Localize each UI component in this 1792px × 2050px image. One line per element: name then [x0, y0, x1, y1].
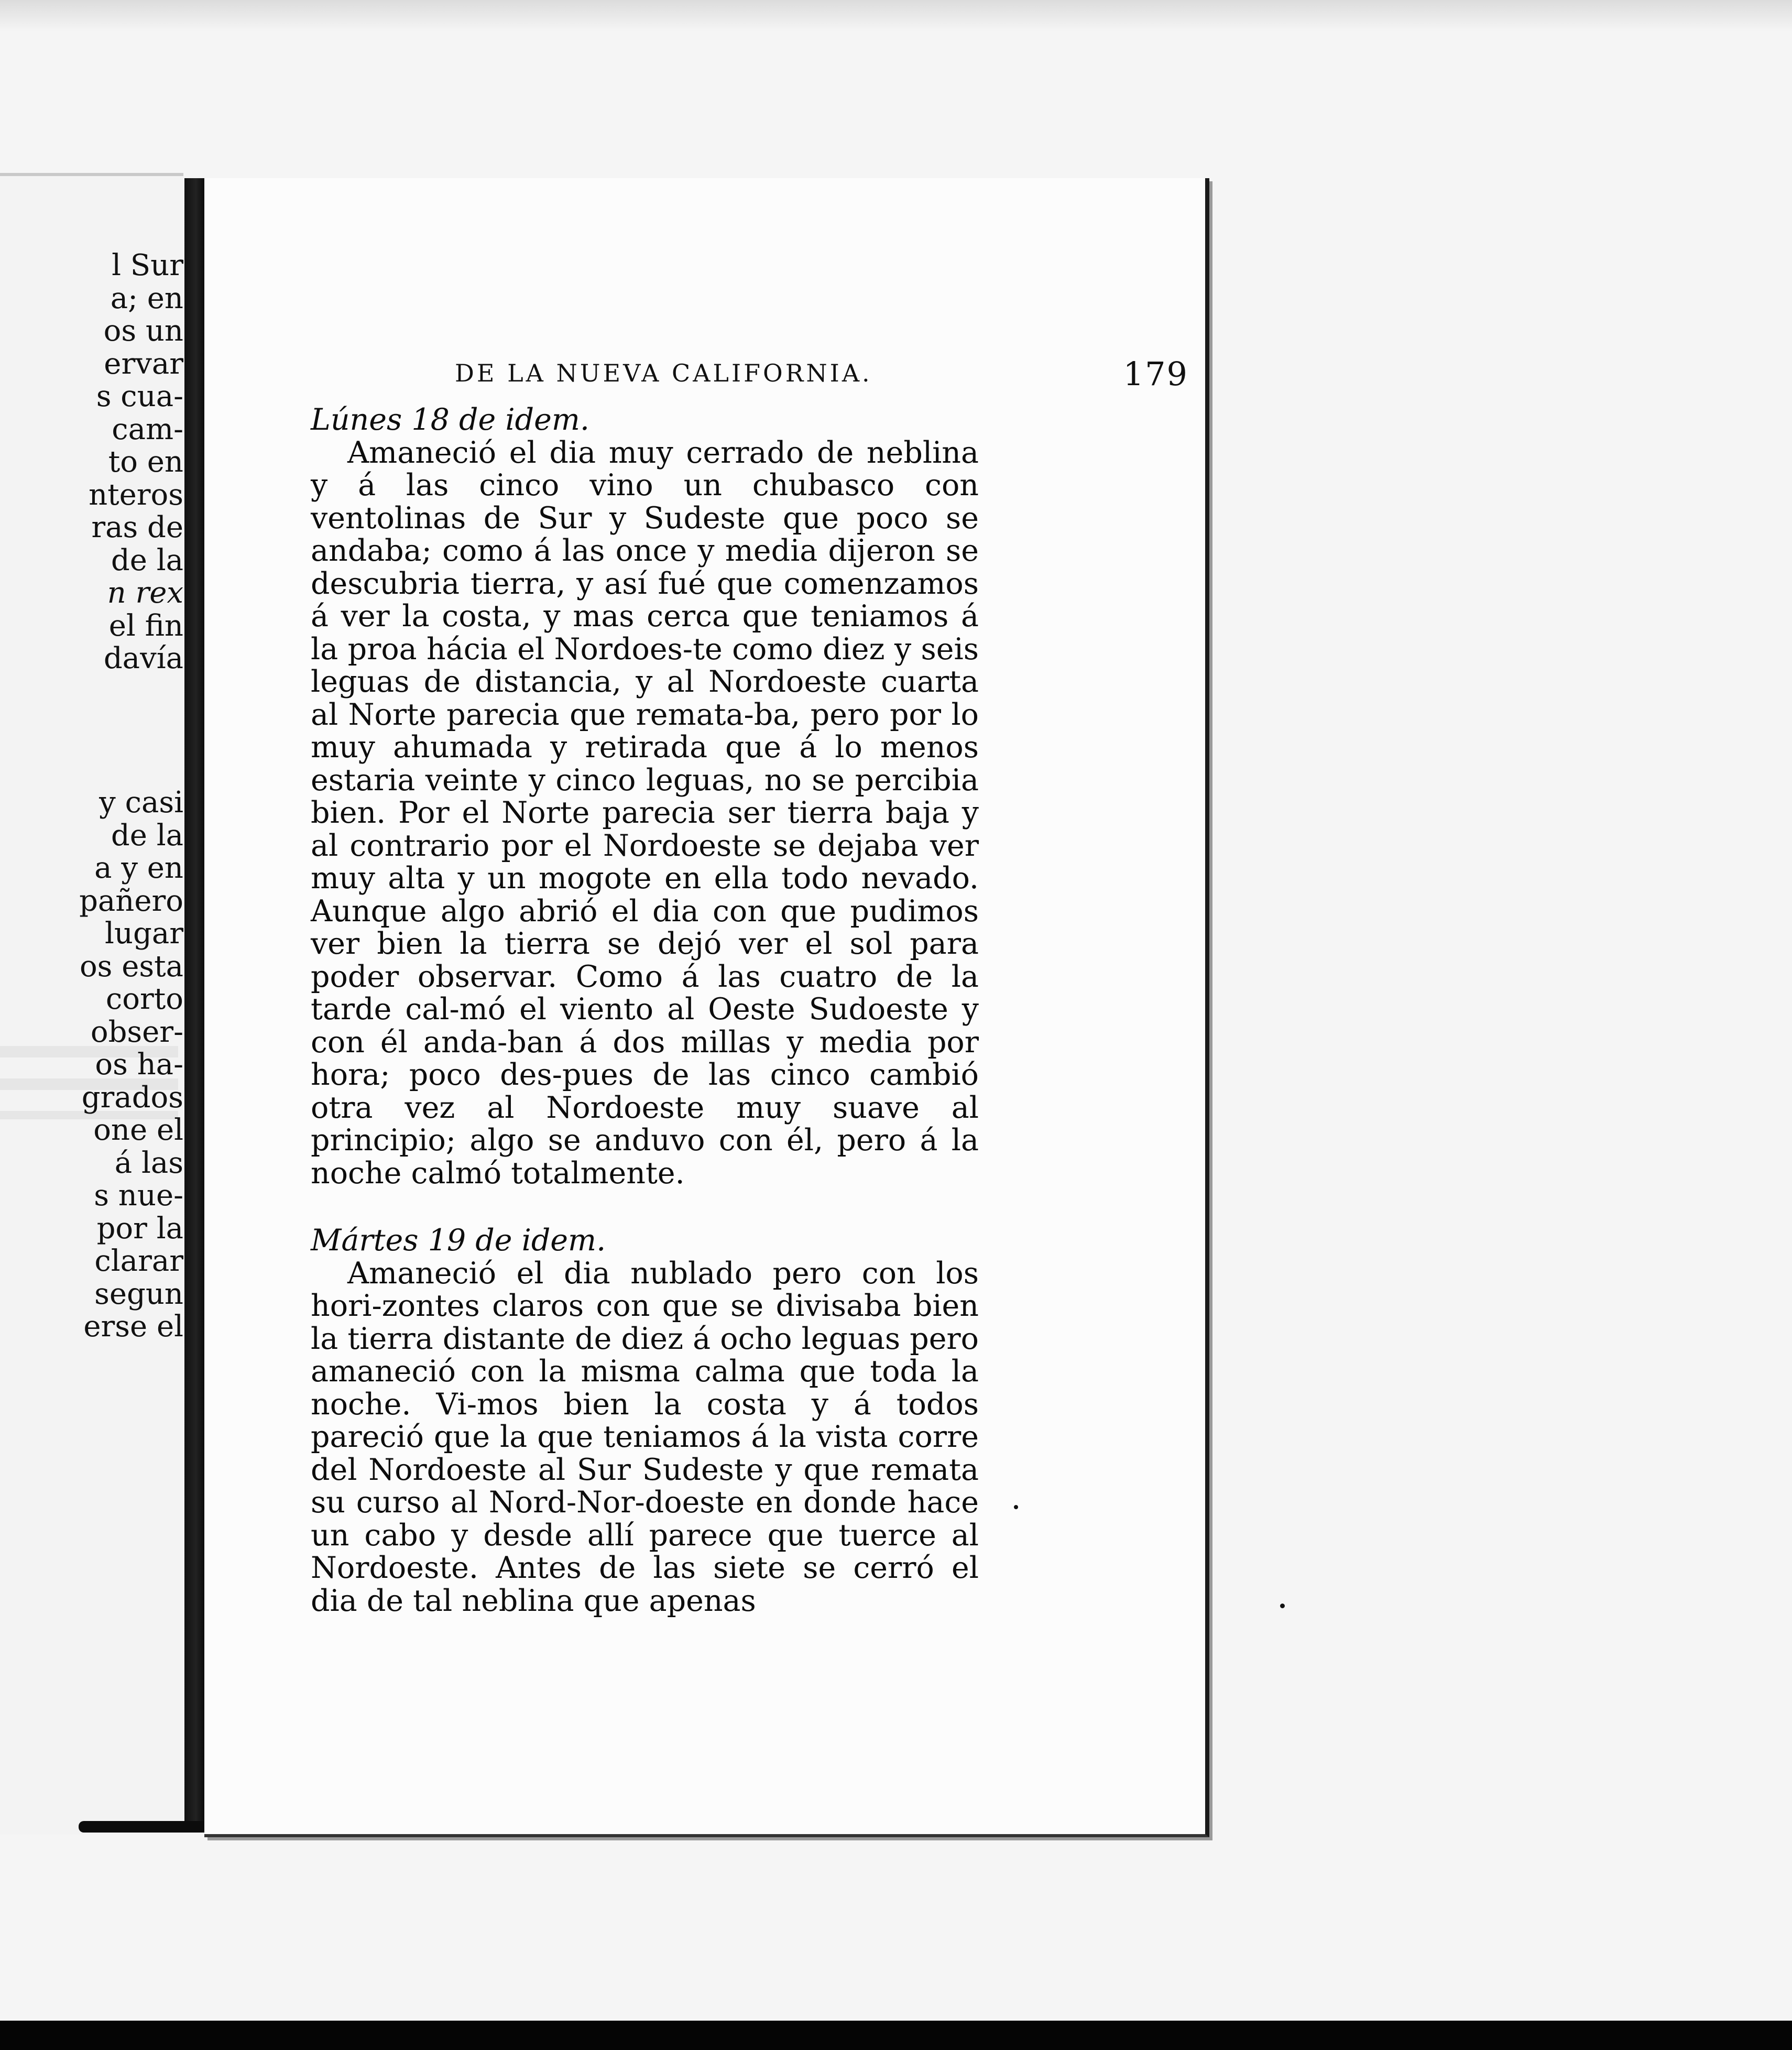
scan-speck [1014, 1505, 1018, 1509]
left-page-fragment: segun [94, 1277, 183, 1311]
left-page-fragment: el fin [108, 608, 183, 643]
left-page-fragment: corto [105, 982, 183, 1016]
left-page-fragment: os ha- [95, 1048, 183, 1082]
left-page-fragment: s cua- [96, 379, 183, 413]
left-page-fragment: a; en [110, 281, 183, 315]
left-page-fragment: clarar [94, 1244, 183, 1278]
left-page-fragment: a y en [94, 851, 183, 885]
scan-speck [1280, 1604, 1285, 1608]
left-page-fragment: ervar [104, 346, 183, 381]
left-page-fragment: s nue- [94, 1179, 183, 1213]
page-text [311, 404, 979, 1617]
left-page-fragment: l Sur [112, 248, 183, 282]
entry-body-lunes-18: Amaneció el dia muy cerrado de neblina y á las cinco vino un chubasco con ventolinas de Sur y Sudeste que poco se andaba; como á las once y media dijeron se descubria tierra, y así fué que comenzamos á ver la costa, y mas cerca que teniamos á la proa hácia el Nordoes-te como diez y seis leguas de distancia, y al Nordoeste cuarta al Norte parecia que remata-ba, pero por lo muy ahumada y retirada que á lo menos estaria veinte y cinco leguas, no se percibia bien. Por el Norte parecia ser tierra baja y al contrario por el Nordoeste se dejaba ver muy alta y un mogote en ella todo nevado. Aunque algo abrió el dia con que pudimos ver bien la tierra se dejó ver el sol para poder observar. Como á las cuatro de la tarde cal-mó el viento al Oeste Sudoeste y con él anda-ban á dos millas y media por hora; poco des-pues de las cinco cambió otra vez al Nordoeste muy suave al principio; algo se anduvo con él, pero á la noche calmó totalmente. [311, 435, 979, 1191]
left-page-fragment: grados [81, 1080, 183, 1115]
left-page-fragment: erse el [83, 1310, 183, 1344]
left-page-fragment: n rex [107, 576, 183, 610]
page-number: 179 [1123, 355, 1188, 393]
left-page-fragment: por la [96, 1211, 183, 1246]
left-page-fragment: os esta [79, 949, 183, 984]
right-page [204, 178, 1209, 1837]
running-head-title: DE LA NUEVA CALIFORNIA. [455, 359, 872, 387]
left-page-fragment: de la [111, 818, 183, 853]
left-page-fragment: obser- [90, 1015, 183, 1049]
left-page-fragment: de la [111, 543, 183, 577]
entry-body-martes-19: Amaneció el dia nublado pero con los hori-zontes claros con que se divisaba bien la tierra distante de diez á ocho leguas pero amaneció con la misma calma que toda la noche. Vi-mos bien la costa y á todos pareció que la que teniamos á la vista corre del Nordoeste al Sur Sudeste y que remata su curso al Nord-Nor-doeste en donde hace un cabo y desde allí parece que tuerce al Nordoeste. Antes de las siete se cerró el dia de tal neblina que apenas [311, 1256, 979, 1618]
left-page-fragment: pañero [79, 884, 183, 918]
left-page-fragment: cam- [112, 412, 183, 446]
left-page-fragment: á las [114, 1146, 183, 1180]
left-page-fragment: y casi [99, 786, 183, 820]
left-page-fragment: lugar [105, 917, 183, 951]
entry-heading-lunes-18: Lúnes 18 de idem. [311, 402, 589, 437]
left-page-fragment: one el [93, 1113, 183, 1147]
entry-spacer [311, 1190, 979, 1224]
left-page-fragment: davía [103, 641, 183, 675]
left-page-fragment: nteros [89, 477, 183, 512]
left-facing-page [0, 173, 183, 1835]
entry-heading-martes-19: Mártes 19 de idem. [311, 1223, 606, 1258]
scan-top-shadow [0, 0, 1792, 31]
left-page-fragment: to en [108, 445, 183, 479]
left-page-fragment: os un [103, 314, 183, 348]
scan-bottom-border [0, 2021, 1792, 2050]
left-page-fragment: ras de [91, 510, 183, 544]
